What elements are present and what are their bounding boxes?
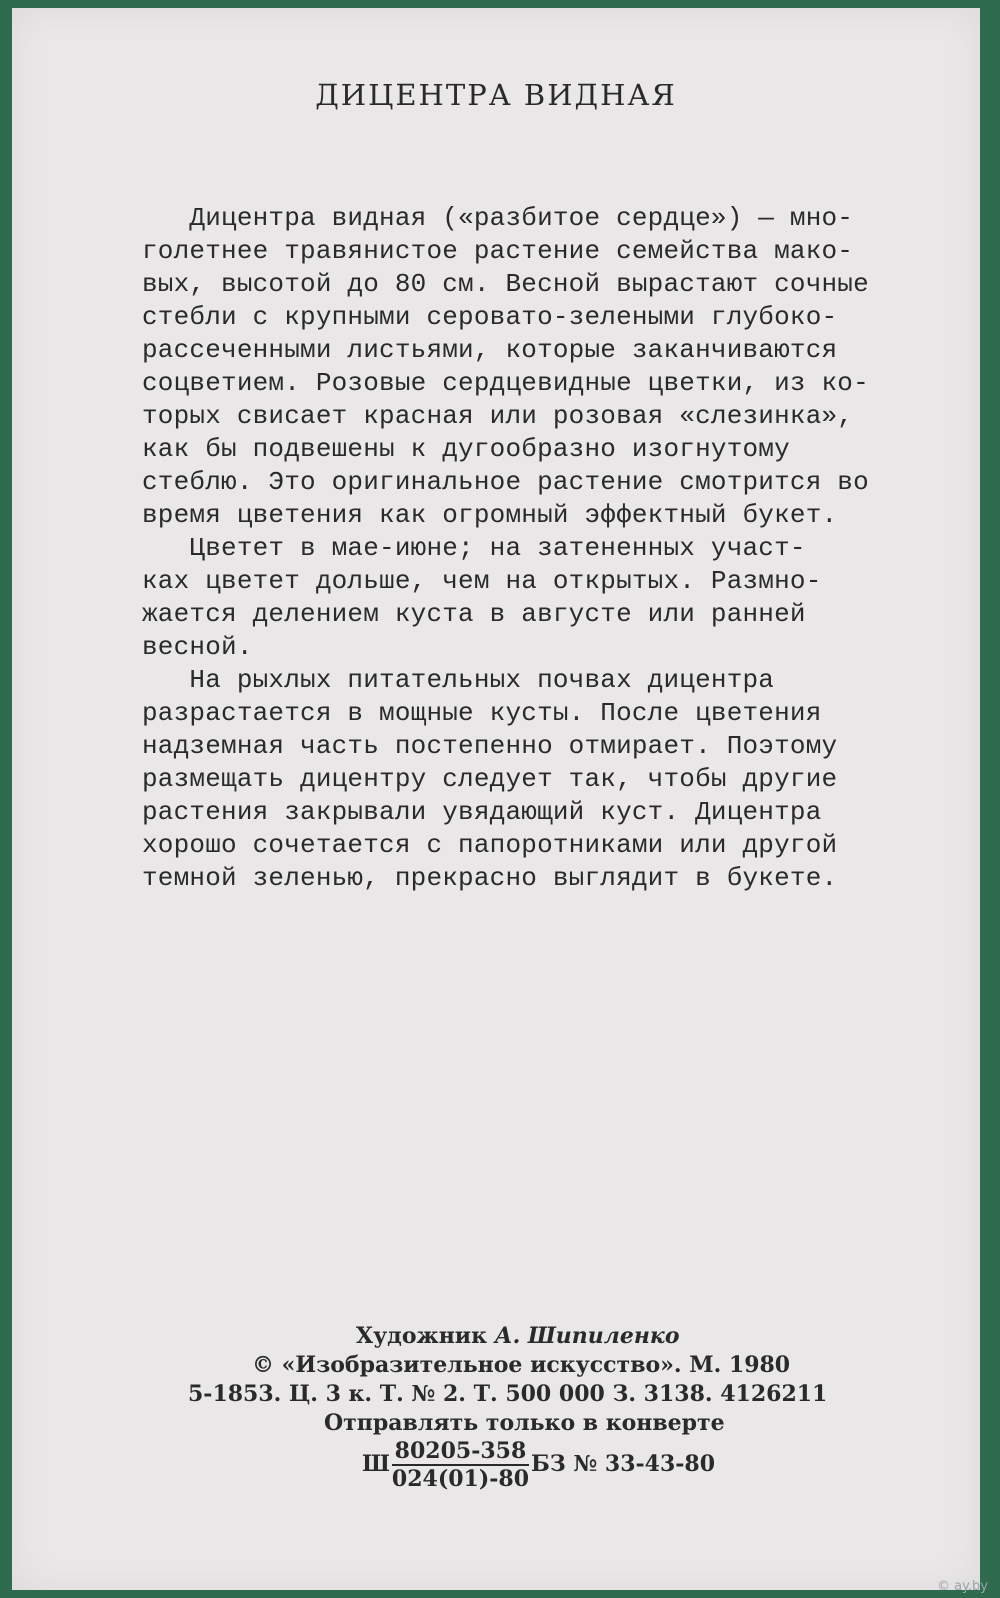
- text-line: разрастается в мощные кусты. После цветения: [142, 698, 822, 728]
- text-line: хорошо сочетается с папоротниками или другой: [142, 830, 838, 860]
- text-line: растения закрывали увядающий куст. Дицентра: [142, 797, 822, 827]
- copyright-line: © «Изобразительное искусство». М. 1980: [252, 1352, 791, 1378]
- text-line: стеблю. Это оригинальное растение смотрится во: [142, 467, 869, 497]
- text-line: Дицентра видная («разбитое сердце») — мно-: [142, 203, 854, 233]
- code-prefix: Ш: [362, 1451, 390, 1477]
- text-line: надземная часть постепенно отмирает. Поэтому: [142, 731, 838, 761]
- code-suffix: БЗ № 33-43-80: [531, 1451, 716, 1477]
- text-line: ках цветет дольше, чем на открытых. Размно-: [142, 566, 822, 596]
- artist-name: А. Шипиленко: [494, 1323, 680, 1349]
- page-title: ДИЦЕНТРА ВИДНАЯ: [315, 78, 677, 112]
- catalog-code: [362, 1438, 715, 1492]
- text-line: На рыхлых питательных почвах дицентра: [142, 665, 775, 695]
- code-denominator: 024(01)-80: [391, 1466, 530, 1492]
- artist-credit: [356, 1322, 680, 1351]
- text-line: время цветения как огромный эффектный букет.: [142, 500, 838, 530]
- artist-label: Художник: [356, 1323, 495, 1349]
- text-line: Цветет в мае-июне; на затененных участ-: [142, 533, 806, 563]
- text-line: как бы подвешены к дугообразно изогнутому: [142, 434, 790, 464]
- description-text: [142, 202, 952, 895]
- text-line: рассеченными листьями, которые заканчиваются: [142, 335, 838, 365]
- print-info-line: 5-1853. Ц. 3 к. Т. № 2. Т. 500 000 З. 3138. 4126211: [188, 1381, 828, 1407]
- text-line: жается делением куста в августе или ранней: [142, 599, 806, 629]
- text-line: вых, высотой до 80 см. Весной вырастают сочные: [142, 269, 869, 299]
- code-fraction: [392, 1438, 529, 1492]
- code-numerator: 80205-358: [392, 1438, 529, 1466]
- postcard-back: [12, 8, 980, 1590]
- text-line: голетнее травянистое растение семейства мако-: [142, 236, 854, 266]
- mailing-note: Отправлять только в конверте: [324, 1410, 725, 1436]
- text-line: торых свисает красная или розовая «слезинка»,: [142, 401, 854, 431]
- text-line: стебли с крупными серовато-зелеными глубоко-: [142, 302, 838, 332]
- text-line: размещать дицентру следует так, чтобы другие: [142, 764, 838, 794]
- text-line: весной.: [142, 632, 253, 662]
- text-line: соцветием. Розовые сердцевидные цветки, из ко-: [142, 368, 869, 398]
- text-line: темной зеленью, прекрасно выглядит в букете.: [142, 863, 838, 893]
- site-watermark: © ay.by: [936, 1579, 988, 1594]
